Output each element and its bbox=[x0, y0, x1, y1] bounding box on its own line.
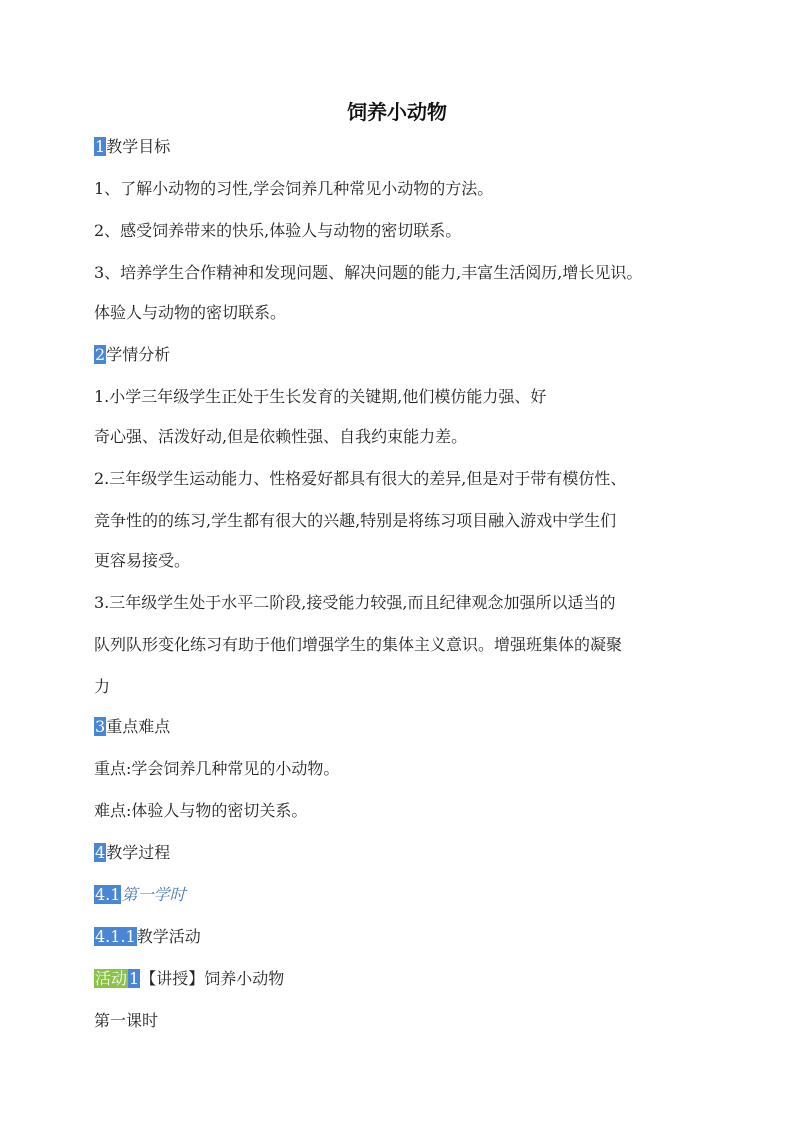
section-number: 4.1.1 bbox=[95, 927, 136, 946]
key-point-line: 重点:学会饲养几种常见的小动物。 bbox=[94, 759, 340, 778]
section-title: 教学活动 bbox=[136, 927, 201, 946]
goal-line: 1、了解小动物的习性,学会饲养几种常见小动物的方法。 bbox=[94, 179, 494, 198]
analysis-line: 奇心强、活泼好动,但是依赖性强、自我约束能力差。 bbox=[94, 427, 468, 446]
analysis-line: 更容易接受。 bbox=[94, 551, 191, 570]
analysis-line: 3.三年级学生处于水平二阶段,接受能力较强,而且纪律观念加强所以适当的 bbox=[94, 593, 616, 612]
analysis-line: 2.三年级学生运动能力、性格爱好都具有很大的差异,但是对于带有模仿性、 bbox=[94, 469, 627, 488]
goal-line: 2、感受饲养带来的快乐,体验人与动物的密切联系。 bbox=[94, 221, 462, 240]
subsection-heading-first-period bbox=[94, 884, 185, 906]
section-heading-goals bbox=[94, 136, 170, 158]
subsection-heading-activities bbox=[94, 926, 201, 948]
activity-text: 【讲授】饲养小动物 bbox=[140, 969, 285, 988]
document-title: 饲养小动物 bbox=[347, 100, 447, 124]
section-title: 重点难点 bbox=[106, 717, 171, 736]
lesson-label: 第一课时 bbox=[94, 1011, 159, 1030]
key-point-line: 难点:体验人与物的密切关系。 bbox=[94, 801, 308, 820]
section-title: 学情分析 bbox=[106, 345, 171, 364]
goal-line: 体验人与动物的密切联系。 bbox=[94, 303, 287, 322]
section-heading-keypoints bbox=[94, 716, 170, 738]
section-heading-analysis bbox=[94, 344, 170, 366]
goal-line: 3、培养学生合作精神和发现问题、解决问题的能力,丰富生活阅历,增长见识。 bbox=[94, 263, 643, 282]
analysis-line: 队列队形变化练习有助于他们增强学生的集体主义意识。增强班集体的凝聚 bbox=[94, 635, 623, 654]
activity-tag: 活动 bbox=[95, 969, 128, 988]
section-number: 4.1 bbox=[95, 885, 121, 904]
analysis-line: 力 bbox=[94, 677, 111, 696]
activity-line bbox=[94, 968, 284, 990]
section-heading-process bbox=[94, 842, 170, 864]
section-title: 教学目标 bbox=[106, 137, 171, 156]
section-title: 第一学时 bbox=[121, 885, 186, 904]
section-number: 1 bbox=[95, 137, 106, 156]
section-number: 3 bbox=[95, 717, 106, 736]
analysis-line: 竞争性的的练习,学生都有很大的兴趣,特别是将练习项目融入游戏中学生们 bbox=[94, 511, 617, 530]
analysis-line: 1.小学三年级学生正处于生长发育的关键期,他们模仿能力强、好 bbox=[94, 387, 547, 406]
section-number: 2 bbox=[95, 345, 106, 364]
activity-number: 1 bbox=[129, 969, 140, 988]
section-title: 教学过程 bbox=[106, 843, 171, 862]
section-number: 4 bbox=[95, 843, 106, 862]
